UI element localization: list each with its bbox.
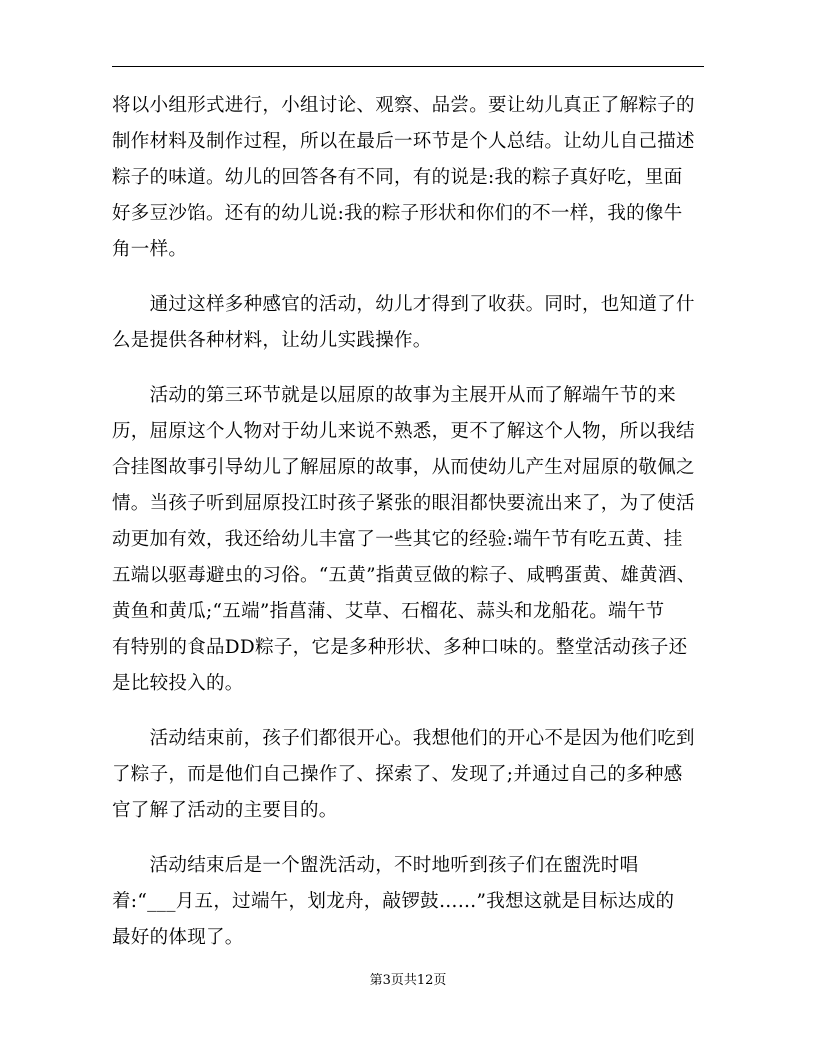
paragraph-line: 有特别的食品DD粽子，它是多种形状、多种口味的。整堂活动孩子还 bbox=[112, 637, 688, 658]
paragraph-line: 着:“___月五，过端午，划龙舟，敲锣鼓……”我想这就是目标达成的 bbox=[112, 891, 675, 912]
paragraph-line: 制作材料及制作过程，所以在最后一环节是个人总结。让幼儿自己描述 bbox=[112, 131, 695, 152]
paragraph-line: 活动结束前，孩子们都很开心。我想他们的开心不是因为他们吃到 bbox=[112, 728, 695, 749]
paragraph-3 bbox=[112, 378, 704, 702]
paragraph-line: 合挂图故事引导幼儿了解屈原的故事，从而使幼儿产生对屈原的敬佩之 bbox=[112, 457, 695, 478]
paragraph-2 bbox=[112, 287, 704, 359]
paragraph-line: 情。当孩子听到屈原投江时孩子紧张的眼泪都快要流出来了，为了使活 bbox=[112, 493, 695, 514]
paragraph-line: 活动的第三环节就是以屈原的故事为主展开从而了解端午节的来 bbox=[112, 385, 677, 406]
document-body bbox=[112, 88, 704, 975]
paragraph-line: 么是提供各种材料，让幼儿实践操作。 bbox=[112, 330, 432, 351]
paragraph-line: 粽子的味道。幼儿的回答各有不同，有的说是:我的粽子真好吃，里面 bbox=[112, 167, 683, 188]
paragraph-line: 最好的体现了。 bbox=[112, 927, 244, 948]
paragraph-line: 将以小组形式进行，小组讨论、观察、品尝。要让幼儿真正了解粽子的 bbox=[112, 95, 695, 116]
paragraph-line: 通过这样多种感官的活动，幼儿才得到了收获。同时，也知道了什 bbox=[112, 294, 695, 315]
paragraph-line: 历，屈原这个人物对于幼儿来说不熟悉，更不了解这个人物，所以我结 bbox=[112, 421, 695, 442]
paragraph-line: 了粽子，而是他们自己操作了、探索了、发现了;并通过自己的多种感 bbox=[112, 764, 683, 785]
paragraph-4 bbox=[112, 721, 704, 829]
paragraph-line: 角一样。 bbox=[112, 239, 188, 260]
paragraph-line: 活动结束后是一个盥洗活动，不时地听到孩子们在盥洗时唱 bbox=[112, 855, 639, 876]
paragraph-line: 好多豆沙馅。还有的幼儿说:我的粽子形状和你们的不一样，我的像牛 bbox=[112, 203, 683, 224]
paragraph-line: 是比较投入的。 bbox=[112, 673, 244, 694]
paragraph-line: 黄鱼和黄瓜;“五端”指菖蒲、艾草、石榴花、蒜头和龙船花。端午节 bbox=[112, 601, 665, 622]
paragraph-1 bbox=[112, 88, 704, 268]
paragraph-line: 动更加有效，我还给幼儿丰富了一些其它的经验:端午节有吃五黄、挂 bbox=[112, 529, 683, 550]
paragraph-line: 五端以驱毒避虫的习俗。“五黄”指黄豆做的粽子、咸鸭蛋黄、雄黄酒、 bbox=[112, 565, 696, 586]
paragraph-line: 官了解了活动的主要目的。 bbox=[112, 800, 338, 821]
page-number: 第3页共12页 bbox=[369, 973, 447, 988]
paragraph-5 bbox=[112, 848, 704, 956]
header-rule bbox=[112, 66, 704, 67]
